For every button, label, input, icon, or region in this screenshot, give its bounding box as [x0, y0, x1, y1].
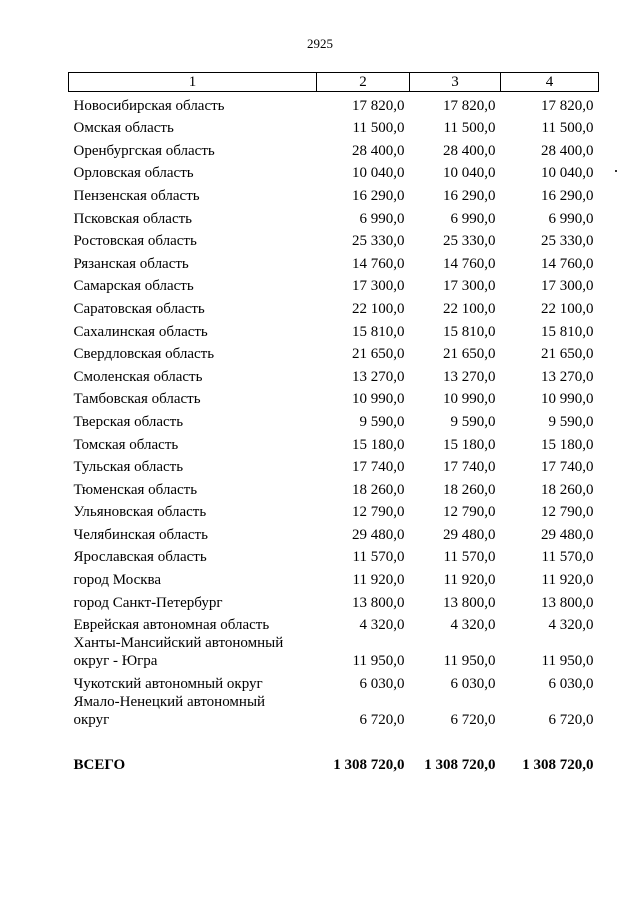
value-col-2: 17 740,0	[352, 459, 405, 476]
value-col-2: 6 030,0	[359, 675, 405, 692]
value-col-4: 29 480,0	[541, 526, 594, 543]
region-name: Тюменская область	[73, 481, 198, 498]
table-row	[69, 544, 599, 567]
region-name: Смоленская область	[73, 368, 203, 385]
table-row	[69, 318, 599, 341]
region-name: город Санкт-Петербург	[73, 594, 223, 611]
value-col-3: 11 950,0	[443, 653, 496, 670]
region-name: Самарская область	[73, 278, 194, 295]
value-col-3: 28 400,0	[443, 142, 496, 159]
table-row	[69, 521, 599, 544]
spacer-row	[69, 729, 599, 752]
region-name: Ульяновская область	[73, 504, 207, 521]
table-row	[69, 115, 599, 138]
value-col-4: 17 820,0	[541, 97, 594, 114]
value-col-2: 9 590,0	[359, 413, 405, 430]
value-col-2: 14 760,0	[352, 255, 405, 272]
region-name: Еврейская автономная область	[73, 617, 270, 634]
value-col-3: 13 800,0	[443, 594, 496, 611]
value-col-2: 25 330,0	[352, 233, 405, 250]
value-col-2: 15 810,0	[352, 323, 405, 340]
table-row	[69, 363, 599, 386]
region-name: Новосибирская область	[73, 97, 225, 114]
value-col-4: 21 650,0	[541, 346, 594, 363]
table-row	[69, 670, 599, 693]
region-name: Оренбургская область	[73, 142, 215, 159]
value-col-2: 12 790,0	[352, 504, 405, 521]
header-row	[69, 73, 599, 92]
region-name: Омская область	[73, 120, 174, 137]
table-row	[69, 566, 599, 589]
value-col-2: 22 100,0	[352, 300, 405, 317]
value-col-4: 6 030,0	[548, 675, 594, 692]
value-col-2: 13 800,0	[352, 594, 405, 611]
value-col-4: 13 270,0	[541, 368, 594, 385]
region-name: Тверская область	[73, 413, 184, 430]
value-col-2: 28 400,0	[352, 142, 405, 159]
value-col-3: 10 040,0	[443, 165, 496, 182]
value-col-4: 28 400,0	[541, 142, 594, 159]
table-row	[69, 476, 599, 499]
value-col-3: 29 480,0	[443, 526, 496, 543]
value-col-3: 15 810,0	[443, 323, 496, 340]
region-name: Ямало-Ненецкий автономный округ	[73, 693, 266, 728]
value-col-4: 22 100,0	[541, 300, 594, 317]
table-row	[69, 634, 599, 670]
value-col-2: 16 290,0	[352, 187, 405, 204]
value-col-4: 6 990,0	[548, 210, 594, 227]
value-col-3: 6 030,0	[450, 675, 496, 692]
value-col-3: 17 740,0	[443, 459, 496, 476]
scan-speck	[615, 170, 617, 172]
value-col-4: 9 590,0	[548, 413, 594, 430]
page-number: 2925	[307, 36, 333, 51]
value-col-4: 4 320,0	[548, 617, 594, 634]
value-col-4: 14 760,0	[541, 255, 594, 272]
table-row	[69, 250, 599, 273]
region-name: Челябинская область	[73, 526, 208, 543]
value-col-4: 18 260,0	[541, 481, 594, 498]
value-col-3: 11 570,0	[443, 549, 496, 566]
region-name: Тульская область	[73, 459, 184, 476]
region-name: город Москва	[73, 572, 162, 589]
region-name: Свердловская область	[73, 346, 215, 363]
value-col-2: 11 570,0	[352, 549, 405, 566]
value-col-4: 10 040,0	[541, 165, 594, 182]
column-header-4: 4	[501, 73, 599, 92]
value-col-4: 17 740,0	[541, 459, 594, 476]
column-header-1: 1	[69, 73, 317, 92]
value-col-2: 10 990,0	[352, 391, 405, 408]
table-row	[69, 182, 599, 205]
value-col-2: 11 950,0	[352, 653, 405, 670]
region-name: Тамбовская область	[73, 391, 201, 408]
region-name: Ханты-Мансийский автономный округ - Югра	[73, 635, 284, 670]
table-row	[69, 228, 599, 251]
value-col-3: 16 290,0	[443, 187, 496, 204]
table-row	[69, 589, 599, 612]
region-name: Чукотский автономный округ	[73, 675, 263, 692]
value-col-3: 17 300,0	[443, 278, 496, 295]
region-name: Псковская область	[73, 210, 192, 227]
table-body	[69, 92, 599, 775]
value-col-2: 21 650,0	[352, 346, 405, 363]
total-col-4: 1 308 720,0	[522, 757, 594, 774]
value-col-2: 6 720,0	[359, 711, 405, 728]
column-header-3: 3	[410, 73, 501, 92]
value-col-4: 15 810,0	[541, 323, 594, 340]
table-row	[69, 431, 599, 454]
value-col-2: 15 180,0	[352, 436, 405, 453]
table-row	[69, 386, 599, 409]
table-row	[69, 273, 599, 296]
region-name: Томская область	[73, 436, 179, 453]
value-col-2: 29 480,0	[352, 526, 405, 543]
value-col-3: 17 820,0	[443, 97, 496, 114]
value-col-4: 11 950,0	[541, 653, 594, 670]
value-col-4: 11 500,0	[541, 120, 594, 137]
value-col-2: 10 040,0	[352, 165, 405, 182]
value-col-3: 13 270,0	[443, 368, 496, 385]
table-row	[69, 612, 599, 635]
table-row	[69, 454, 599, 477]
value-col-3: 10 990,0	[443, 391, 496, 408]
value-col-3: 12 790,0	[443, 504, 496, 521]
region-name: Ярославская область	[73, 549, 207, 566]
table-row	[69, 160, 599, 183]
value-col-3: 11 500,0	[443, 120, 496, 137]
total-row	[69, 751, 599, 774]
value-col-3: 11 920,0	[443, 572, 496, 589]
value-col-4: 25 330,0	[541, 233, 594, 250]
column-header-2: 2	[317, 73, 410, 92]
table-row	[69, 295, 599, 318]
value-col-2: 18 260,0	[352, 481, 405, 498]
value-col-4: 12 790,0	[541, 504, 594, 521]
table-row	[69, 137, 599, 160]
value-col-4: 17 300,0	[541, 278, 594, 295]
region-name: Саратовская область	[73, 300, 205, 317]
region-name: Орловская область	[73, 165, 194, 182]
value-col-3: 22 100,0	[443, 300, 496, 317]
value-col-3: 6 990,0	[450, 210, 496, 227]
value-col-2: 6 990,0	[359, 210, 405, 227]
budget-allocation-table	[68, 72, 599, 774]
value-col-2: 11 920,0	[352, 572, 405, 589]
value-col-3: 21 650,0	[443, 346, 496, 363]
value-col-2: 4 320,0	[359, 617, 405, 634]
region-name: Ростовская область	[73, 233, 197, 250]
table-row	[69, 341, 599, 364]
table-row	[69, 693, 599, 729]
value-col-4: 10 990,0	[541, 391, 594, 408]
value-col-4: 11 920,0	[541, 572, 594, 589]
value-col-4: 16 290,0	[541, 187, 594, 204]
value-col-2: 13 270,0	[352, 368, 405, 385]
region-name: Сахалинская область	[73, 323, 208, 340]
value-col-3: 14 760,0	[443, 255, 496, 272]
value-col-3: 18 260,0	[443, 481, 496, 498]
table-row	[69, 499, 599, 522]
value-col-3: 6 720,0	[450, 711, 496, 728]
value-col-3: 25 330,0	[443, 233, 496, 250]
value-col-2: 17 820,0	[352, 97, 405, 114]
table-row	[69, 205, 599, 228]
value-col-4: 6 720,0	[548, 711, 594, 728]
table-row	[69, 92, 599, 115]
total-col-2: 1 308 720,0	[333, 757, 405, 774]
value-col-4: 11 570,0	[541, 549, 594, 566]
total-col-3: 1 308 720,0	[424, 757, 496, 774]
value-col-2: 17 300,0	[352, 278, 405, 295]
total-label: ВСЕГО	[73, 757, 126, 774]
value-col-2: 11 500,0	[352, 120, 405, 137]
region-name: Пензенская область	[73, 187, 200, 204]
value-col-4: 13 800,0	[541, 594, 594, 611]
value-col-3: 15 180,0	[443, 436, 496, 453]
value-col-3: 4 320,0	[450, 617, 496, 634]
region-name: Рязанская область	[73, 255, 189, 272]
value-col-3: 9 590,0	[450, 413, 496, 430]
value-col-4: 15 180,0	[541, 436, 594, 453]
table-row	[69, 408, 599, 431]
